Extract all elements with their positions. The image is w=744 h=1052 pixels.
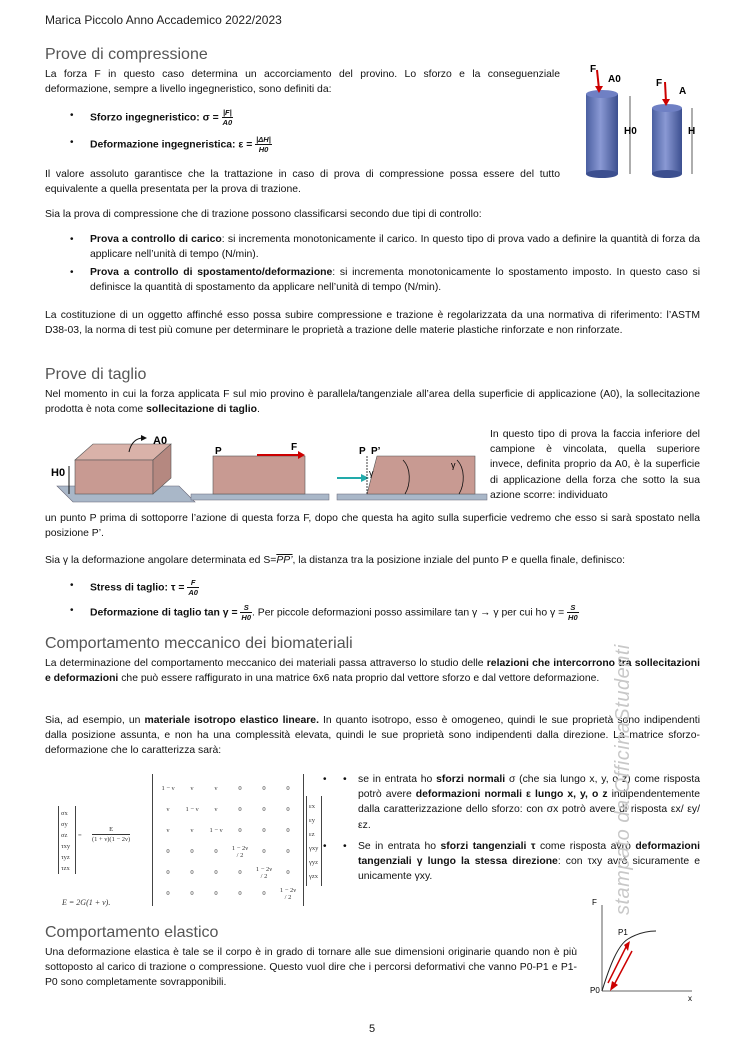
matrix-cell: 0 — [166, 869, 170, 876]
stress-component: σy — [61, 821, 68, 828]
bullet-controllo-carico: • Prova a controllo di carico: si incrementa monotonicamente il carico. In questo tipo di prova vado a definire la quantità di forza da applicare nell’unità di tempo (N/min). — [90, 232, 700, 262]
bullet-deformazione: • Deformazione ingegneristica: ε = $\frac{|\Delta H|}{H0}$ — [90, 135, 550, 154]
svg-text:H0: H0 — [51, 467, 66, 479]
svg-text:x: x — [688, 994, 692, 1003]
strain-component: εy — [309, 817, 315, 824]
elastic-curve-figure — [588, 895, 700, 1005]
matrix-cell: 0 — [238, 890, 242, 897]
stress-component: τzx — [61, 865, 70, 872]
label-H0: H0 — [624, 126, 637, 137]
svg-text:P1: P1 — [618, 928, 628, 937]
svg-text:A0: A0 — [153, 435, 168, 447]
paragraph: Sia γ la deformazione angolare determinata ed S=PP’, la distanza tra la posizione inziale del punto P e quella finale, definisco: — [45, 555, 626, 566]
matrix-cell: ν — [214, 785, 218, 792]
strain-component: γyz — [309, 859, 319, 866]
matrix-cell: 0 — [286, 827, 290, 834]
section-title-elastico: Comportamento elastico — [45, 924, 219, 941]
matrix-cell: 0 — [214, 869, 218, 876]
matrix-cell: 0 — [190, 890, 194, 897]
matrix-cell: 0 — [166, 848, 170, 855]
section-title-taglio: Prove di taglio — [45, 366, 147, 383]
label-F: F — [590, 64, 597, 75]
matrix-cell: 0 — [190, 869, 194, 876]
matrix-cell: ν — [166, 806, 170, 813]
svg-text:P: P — [359, 446, 366, 457]
compression-figure — [578, 62, 710, 180]
matrix-cell: 1 − ν — [185, 806, 199, 813]
matrix-cell: ν — [214, 806, 218, 813]
paragraph: Nel momento in cui la forza applicata F sul mio provino è parallela/tangenziale all’area della superficie di applicazione (A0), la sollecitazione prodotta è nota come sollecitazione di taglio. — [45, 389, 700, 416]
matrix-cell: 0 — [238, 806, 242, 813]
matrix-cell: 0 — [166, 890, 170, 897]
matrix-cell: 0 — [286, 848, 290, 855]
label-H: H — [688, 126, 696, 137]
matrix-cell: 0 — [262, 890, 266, 897]
matrix-cell: 0 — [238, 869, 242, 876]
label-A: A — [679, 86, 687, 97]
strain-component: εx — [309, 803, 315, 810]
matrix-cell: 1 − 2ν / 2 — [255, 865, 273, 880]
page-header: Marica Piccolo Anno Accademico 2022/2023 — [45, 13, 282, 27]
bullet-deformazione-taglio: • Deformazione di taglio tan γ = $\frac{S}{H0}$ . Per piccole deformazioni posso assimilare tan γ → γ per cui ho γ = $\frac{S}{H0}$ — [90, 603, 700, 622]
paragraph: La determinazione del comportamento meccanico dei materiali passa attraverso lo studio delle relazioni che intercorrono tra sollecitazioni e deformazioni che può essere raffigurato in una matrice 6x6 nata proprio dal vettore sforzo e dal vettore deformazione. — [45, 658, 700, 685]
matrix-cell: 0 — [262, 806, 266, 813]
stress-component: σz — [61, 832, 68, 839]
paragraph: Una deformazione elastica è tale se il corpo è in grado di tornare alle sue dimensioni originarie quando non è più sottoposto al carico di trazione o compressione. Questo vuol dire che i percorsi deformativi che vanno P0-P1 e P1-P0 sono completamente sovrapponibili. — [45, 947, 577, 989]
svg-text:γ: γ — [369, 468, 374, 478]
page-number: 5 — [368, 1023, 376, 1035]
shear-figure — [45, 432, 488, 514]
strain-component: εz — [309, 831, 315, 838]
paragraph: Sia, ad esempio, un materiale isotropo elastico lineare. In quanto isotropo, esso è omogeneo, quindi le sue proprietà sono indipendenti dalla posizione assunta, e non ha una complessità elevata, quindi le sue proprietà sono indipendenti dalla direzione. La matrice sforzo-deformazione che lo caratterizza sarà: — [45, 715, 700, 757]
matrix-cell: ν — [190, 827, 194, 834]
svg-text:P’: P’ — [371, 446, 381, 457]
paragraph: Sia la prova di compressione che di trazione possono classificarsi secondo due tipi di controllo: — [45, 209, 482, 220]
paragraph: La forza F in questo caso determina un accorciamento del provino. Lo sforzo e la conseguenziale deformazione, sempre a livello ingegneristico, sono definiti da: — [45, 69, 560, 96]
matrix-cell: 0 — [238, 827, 242, 834]
bullet-stress-taglio: • Stress di taglio: τ = $\frac{F}{A0}$ — [90, 578, 700, 597]
matrix-cell: 0 — [238, 785, 242, 792]
bullet-sforzi-tangenziali: • • Se in entrata ho sforzi tangenziali τ come risposta avrò deformazioni tangenziali γ lungo la stessa direzione: con τxy avrò sicuramente e unicamente γxy. — [343, 839, 700, 885]
section-title-biomateriali: Comportamento meccanico dei biomateriali — [45, 635, 353, 652]
matrix-cell: 0 — [190, 848, 194, 855]
bullet-controllo-spostamento: • Prova a controllo di spostamento/deformazione: si incrementa monotonicamente lo spostamento imposto. In questo caso si definisce la quantità di spostamento da applicare nell’unità di tempo (N/min). — [90, 265, 700, 295]
strain-component: γxy — [309, 845, 319, 852]
matrix-cell: 1 − 2ν / 2 — [231, 844, 249, 859]
stress-component: σx — [61, 810, 68, 817]
bullet-sforzi-normali: • • se in entrata ho sforzi normali σ (che sia lungo x, y, o z) come risposta potrò avere deformazioni normali ε lungo x, y, o z indipendentemente dalla caratterizzazione dello sforzo: con σx potrò avere di risposta εx/ εy/ εz. — [343, 772, 700, 833]
matrix-cell: 1 − ν — [209, 827, 223, 834]
matrix-cell: 0 — [214, 848, 218, 855]
svg-text:F: F — [291, 442, 298, 453]
paragraph: In questo tipo di prova la faccia inferiore del campione è vincolata, quella superiore invece, definita proprio da A0, è la superficie di applicazione della forza che sotto la sua azione scorre: individuato — [490, 429, 700, 501]
stress-component: τxy — [61, 843, 71, 850]
matrix-cell: 0 — [286, 806, 290, 813]
matrix-cell: 0 — [262, 827, 266, 834]
svg-text:P: P — [215, 446, 222, 457]
label-F2: F — [656, 78, 663, 89]
section-title-compressione: Prove di compressione — [45, 46, 208, 63]
matrix-cell: 1 − 2ν / 2 — [279, 886, 297, 901]
stress-component: τyz — [61, 854, 70, 861]
bullet-sforzo: • Sforzo ingegneristico: σ = $\frac{|F|}{A0}$ — [90, 108, 550, 127]
stiffness-matrix: σx σy σz τxy τyz τzx = E (1 + ν)(1 − 2ν) 1 − ν ν ν 0 0 0 ν 1 − ν ν 0 0 0 ν ν 1 − ν 0 0 0 0 0 0 1 − 2ν / 2 0 0 0 0 0 0 1 − 2ν / 2 0 0 0 0 0 0 1 − 2ν / 2 εx εy εz γxy γyz γzx E = 2G(1 + ν). — [58, 770, 328, 910]
matrix-cell: 0 — [214, 890, 218, 897]
paragraph: La costituzione di un oggetto affinché esso possa subire compressione e trazione è regolarizzata da una normativa di riferimento: l’ASTM D38-03, la norma di test più comune per determinare le proprietà a trazione delle materie plastiche rinforzate e non rinforzate. — [45, 310, 700, 337]
paragraph: un punto P prima di sottoporre l’azione di questa forza F, dopo che questa ha agito sulla superficie vedremo che esso si sarà spostato nella posizione P’. — [45, 513, 700, 540]
svg-text:γ: γ — [451, 460, 456, 470]
matrix-cell: 0 — [286, 869, 290, 876]
matrix-cell: 0 — [262, 785, 266, 792]
matrix-cell: ν — [166, 827, 170, 834]
svg-text:F: F — [592, 898, 597, 907]
matrix-cell: ν — [190, 785, 194, 792]
paragraph: Il valore assoluto garantisce che la trattazione in caso di prova di compressione possa essere del tutto equivalente a quella presentata per la prova di trazione. — [45, 169, 560, 196]
matrix-cell: 1 − ν — [161, 785, 175, 792]
svg-text:P0: P0 — [590, 986, 600, 995]
matrix-cell: 0 — [286, 785, 290, 792]
label-A0: A0 — [608, 74, 621, 85]
strain-component: γzx — [309, 873, 319, 880]
matrix-cell: 0 — [262, 848, 266, 855]
